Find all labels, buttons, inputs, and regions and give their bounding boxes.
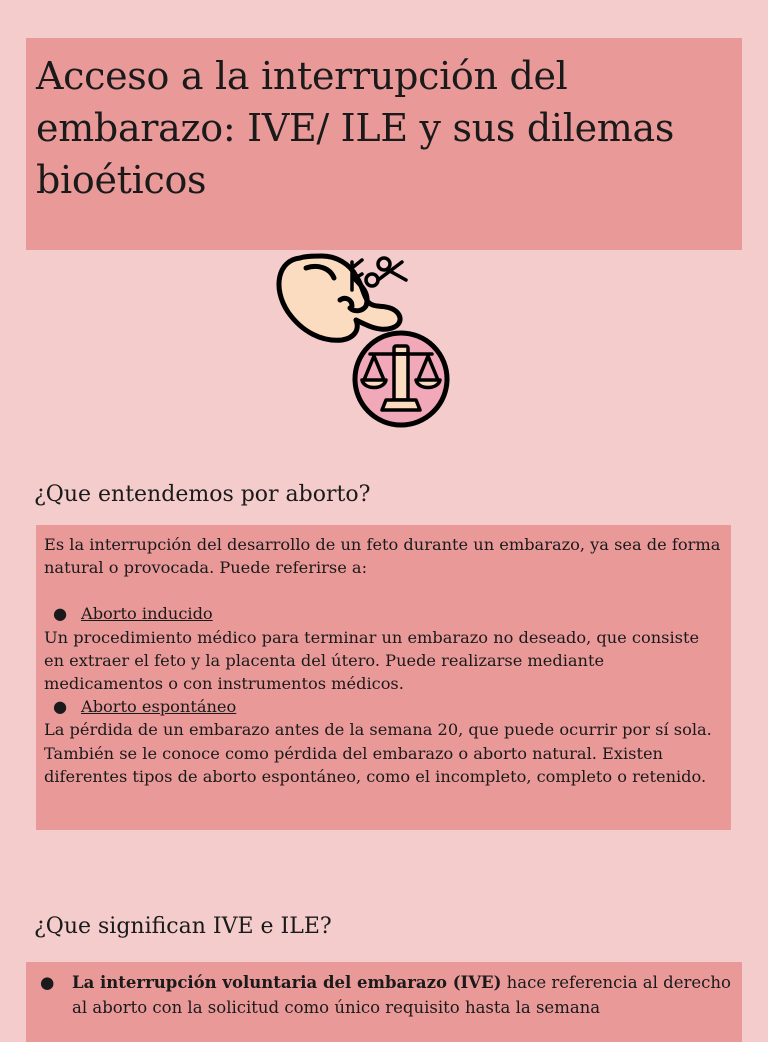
- list-item-aborto-espontaneo: [44, 695, 723, 718]
- ive-text: [72, 970, 732, 1020]
- list-item-ive: [38, 970, 732, 1020]
- title-banner: [26, 38, 742, 250]
- aborto-intro: Es la interrupción del desarrollo de un feto durante un embarazo, ya sea de forma natural o provocada. Puede referirse a:: [44, 535, 721, 578]
- aborto-espontaneo-label: Aborto espontáneo: [81, 697, 237, 717]
- bullet-icon: ●: [53, 697, 68, 717]
- aborto-inducido-description: Un procedimiento médico para terminar un embarazo no deseado, que consiste en extraer el feto y la placenta del útero. Puede realizarse mediante medicamentos o con instrumentos médicos.: [44, 627, 700, 694]
- scales-of-justice-icon: [355, 333, 447, 425]
- ive-ile-box: [26, 962, 742, 1042]
- aborto-espontaneo-description: La pérdida de un embarazo antes de la semana 20, que puede ocurrir por sí sola. También se le conoce como pérdida del embarazo o aborto natural. Existen diferentes tipos de aborto espontáneo, como el incompleto, completo o retenido.: [44, 720, 712, 786]
- bullet-icon: ●: [40, 973, 55, 992]
- aborto-inducido-label: Aborto inducido: [81, 604, 213, 624]
- ive-term: La interrupción voluntaria del embarazo (IVE): [72, 973, 502, 992]
- page-title: Acceso a la interrupción del embarazo: IVE/ ILE y sus dilemas bioéticos: [36, 54, 675, 202]
- aborto-definition-box: [36, 525, 731, 830]
- list-item-aborto-inducido: [44, 602, 723, 625]
- section-heading-ive-ile: ¿Que significan IVE e ILE?: [34, 914, 332, 939]
- bullet-icon: ●: [53, 604, 68, 624]
- ive-description: hace referencia al derecho al aborto con la solicitud como único requisito hasta la semana: [72, 973, 731, 1017]
- illustration: [270, 250, 460, 432]
- section-heading-aborto: ¿Que entendemos por aborto?: [34, 482, 371, 507]
